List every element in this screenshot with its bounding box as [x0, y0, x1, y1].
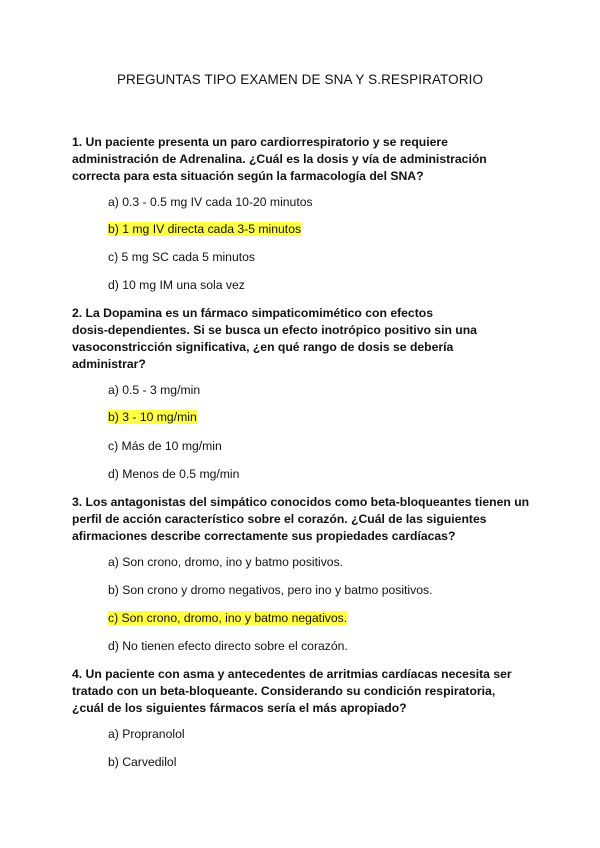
question-2-line-3: vasoconstricción significativa, ¿en qué rango de dosis se debería [72, 340, 454, 354]
q1-option-c: c) 5 mg SC cada 5 minutos [108, 250, 255, 264]
page-title: PREGUNTAS TIPO EXAMEN DE SNA Y S.RESPIRATORIO [116, 72, 484, 87]
question-1 [72, 134, 542, 185]
q2-option-c: c) Más de 10 mg/min [108, 439, 222, 453]
q4-option-a: a) Propranolol [108, 727, 185, 741]
q3-option-a: a) Son crono, dromo, ino y batmo positivos. [108, 555, 344, 569]
question-1-line-2: administración de Adrenalina. ¿Cuál es la dosis y vía de administración [72, 152, 487, 166]
question-4-line-3: ¿cuál de los siguientes fármacos sería el más apropiado? [72, 701, 407, 715]
q1-option-a: a) 0.3 - 0.5 mg IV cada 10-20 minutos [108, 195, 313, 209]
question-3-line-1: 3. Los antagonistas del simpático conocidos como beta-bloqueantes tienen un [72, 495, 530, 509]
q1-option-b-highlighted: b) 1 mg IV directa cada 3-5 minutos [108, 222, 302, 236]
question-4-line-2: tratado con un beta-bloqueante. Considerando su condición respiratoria, [72, 684, 496, 698]
q3-option-b: b) Son crono y dromo negativos, pero ino y batmo positivos. [108, 583, 433, 597]
q1-option-d: d) 10 mg IM una sola vez [108, 278, 245, 292]
question-1-line-3: correcta para esta situación según la farmacología del SNA? [72, 169, 424, 183]
q2-option-b-highlighted: b) 3 - 10 mg/min [108, 410, 197, 424]
question-2 [72, 305, 542, 373]
question-4 [72, 666, 542, 717]
q3-option-c-highlighted: c) Son crono, dromo, ino y batmo negativos. [108, 611, 348, 625]
question-2-line-4: administrar? [72, 357, 146, 371]
q2-option-d: d) Menos de 0.5 mg/min [108, 467, 240, 481]
question-3-line-3: afirmaciones describe correctamente sus propiedades cardíacas? [72, 529, 456, 543]
question-3 [72, 494, 542, 545]
question-1-line-1: 1. Un paciente presenta un paro cardiorrespiratorio y se requiere [72, 135, 448, 149]
question-2-line-2: dosis-dependientes. Si se busca un efecto inotrópico positivo sin una [72, 323, 477, 337]
q4-option-b: b) Carvedilol [108, 755, 177, 769]
question-2-line-1: 2. La Dopamina es un fármaco simpaticomimético con efectos [72, 306, 433, 320]
question-4-line-1: 4. Un paciente con asma y antecedentes de arritmias cardíacas necesita ser [72, 667, 512, 681]
q3-option-d: d) No tienen efecto directo sobre el corazón. [108, 639, 348, 653]
q2-option-a: a) 0.5 - 3 mg/min [108, 383, 201, 397]
question-3-line-2: perfil de acción característico sobre el corazón. ¿Cuál de las siguientes [72, 512, 487, 526]
